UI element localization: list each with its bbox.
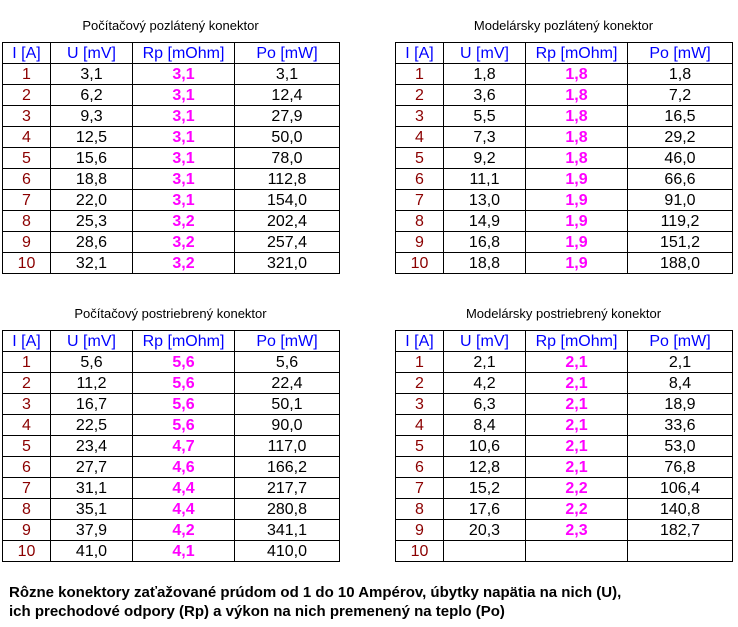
voltage-cell: 18,8 (444, 253, 526, 274)
voltage-cell: 41,0 (51, 541, 133, 562)
resistance-cell: 3,1 (133, 64, 235, 85)
current-cell: 6 (3, 169, 51, 190)
voltage-cell: 17,6 (444, 499, 526, 520)
resistance-cell: 3,2 (133, 253, 235, 274)
column-header: I [A] (396, 43, 444, 64)
resistance-cell: 3,2 (133, 232, 235, 253)
voltage-cell: 9,3 (51, 106, 133, 127)
voltage-cell: 16,7 (51, 394, 133, 415)
table-row (3, 373, 340, 394)
current-cell: 3 (396, 394, 444, 415)
power-cell: 154,0 (235, 190, 340, 211)
power-cell: 217,7 (235, 478, 340, 499)
power-cell: 257,4 (235, 232, 340, 253)
power-cell: 50,0 (235, 127, 340, 148)
voltage-cell: 15,2 (444, 478, 526, 499)
current-cell: 10 (396, 253, 444, 274)
current-cell: 2 (396, 373, 444, 394)
power-cell: 106,4 (628, 478, 733, 499)
power-cell: 7,2 (628, 85, 733, 106)
resistance-cell: 3,1 (133, 148, 235, 169)
resistance-cell: 4,6 (133, 457, 235, 478)
resistance-cell: 1,8 (526, 64, 628, 85)
current-cell: 4 (3, 127, 51, 148)
table-row (396, 190, 733, 211)
voltage-cell: 22,5 (51, 415, 133, 436)
resistance-cell: 4,1 (133, 541, 235, 562)
current-cell: 3 (396, 106, 444, 127)
current-cell: 1 (396, 352, 444, 373)
voltage-cell: 1,8 (444, 64, 526, 85)
table-row (3, 415, 340, 436)
power-cell: 91,0 (628, 190, 733, 211)
data-table (2, 330, 340, 562)
table-block-pc-silver (2, 298, 339, 562)
resistance-cell: 1,9 (526, 232, 628, 253)
power-cell: 341,1 (235, 520, 340, 541)
column-header: U [mV] (51, 43, 133, 64)
footer-caption (9, 583, 734, 621)
voltage-cell: 11,2 (51, 373, 133, 394)
resistance-cell: 5,6 (133, 373, 235, 394)
power-cell: 50,1 (235, 394, 340, 415)
current-cell: 5 (3, 148, 51, 169)
column-header: Po [mW] (235, 331, 340, 352)
current-cell: 4 (396, 415, 444, 436)
voltage-cell: 32,1 (51, 253, 133, 274)
power-cell: 46,0 (628, 148, 733, 169)
table-row (3, 436, 340, 457)
current-cell: 2 (3, 373, 51, 394)
column-header: U [mV] (444, 331, 526, 352)
power-cell: 53,0 (628, 436, 733, 457)
table-title: Modelársky pozlátený konektor (473, 18, 654, 33)
resistance-cell: 2,3 (526, 520, 628, 541)
voltage-cell: 2,1 (444, 352, 526, 373)
current-cell: 9 (396, 520, 444, 541)
voltage-cell: 31,1 (51, 478, 133, 499)
voltage-cell: 12,8 (444, 457, 526, 478)
resistance-cell: 1,9 (526, 169, 628, 190)
table-row (396, 394, 733, 415)
voltage-cell: 9,2 (444, 148, 526, 169)
current-cell: 10 (3, 253, 51, 274)
column-header: Rp [mOhm] (526, 43, 628, 64)
current-cell: 7 (396, 190, 444, 211)
table-block-model-gold (395, 10, 732, 274)
table-block-model-silver (395, 298, 732, 562)
voltage-cell: 37,9 (51, 520, 133, 541)
resistance-cell: 2,1 (526, 436, 628, 457)
table-row (3, 394, 340, 415)
table-row (396, 478, 733, 499)
column-header: I [A] (396, 331, 444, 352)
table-row (396, 499, 733, 520)
voltage-cell: 35,1 (51, 499, 133, 520)
power-cell: 16,5 (628, 106, 733, 127)
voltage-cell: 8,4 (444, 415, 526, 436)
power-cell: 66,6 (628, 169, 733, 190)
table-row (3, 520, 340, 541)
data-table (395, 330, 733, 562)
resistance-cell: 4,4 (133, 478, 235, 499)
table-row (3, 232, 340, 253)
current-cell: 10 (3, 541, 51, 562)
table-row (396, 85, 733, 106)
resistance-cell: 5,6 (133, 394, 235, 415)
current-cell: 8 (3, 499, 51, 520)
column-header: Po [mW] (235, 43, 340, 64)
current-cell: 7 (3, 190, 51, 211)
power-cell: 112,8 (235, 169, 340, 190)
current-cell: 4 (3, 415, 51, 436)
voltage-cell: 12,5 (51, 127, 133, 148)
table-row (3, 352, 340, 373)
voltage-cell: 22,0 (51, 190, 133, 211)
current-cell: 8 (396, 211, 444, 232)
current-cell: 8 (396, 499, 444, 520)
resistance-cell: 1,9 (526, 211, 628, 232)
table-row (396, 541, 733, 562)
power-cell: 280,8 (235, 499, 340, 520)
resistance-cell: 4,7 (133, 436, 235, 457)
table-row (3, 457, 340, 478)
table-row (396, 211, 733, 232)
resistance-cell: 1,8 (526, 127, 628, 148)
power-cell: 3,1 (235, 64, 340, 85)
power-cell: 151,2 (628, 232, 733, 253)
voltage-cell: 10,6 (444, 436, 526, 457)
table-row (3, 499, 340, 520)
power-cell: 27,9 (235, 106, 340, 127)
column-header: Rp [mOhm] (526, 331, 628, 352)
voltage-cell: 14,9 (444, 211, 526, 232)
current-cell: 10 (396, 541, 444, 562)
table-row (396, 436, 733, 457)
table-row (396, 520, 733, 541)
table-row (396, 415, 733, 436)
current-cell: 1 (3, 64, 51, 85)
power-cell: 22,4 (235, 373, 340, 394)
resistance-cell: 2,1 (526, 352, 628, 373)
table-row (3, 541, 340, 562)
column-header: Rp [mOhm] (133, 331, 235, 352)
power-cell: 90,0 (235, 415, 340, 436)
column-header: U [mV] (51, 331, 133, 352)
power-cell: 188,0 (628, 253, 733, 274)
current-cell: 3 (3, 106, 51, 127)
current-cell: 5 (396, 436, 444, 457)
table-row (396, 373, 733, 394)
resistance-cell: 1,9 (526, 190, 628, 211)
power-cell (628, 541, 733, 562)
table-row (3, 478, 340, 499)
table-block-pc-gold (2, 10, 339, 274)
resistance-cell: 1,8 (526, 148, 628, 169)
power-cell: 29,2 (628, 127, 733, 148)
column-header: I [A] (3, 43, 51, 64)
table-row (396, 148, 733, 169)
resistance-cell: 2,1 (526, 373, 628, 394)
resistance-cell: 2,1 (526, 457, 628, 478)
table-row (3, 211, 340, 232)
column-header: Po [mW] (628, 331, 733, 352)
power-cell: 119,2 (628, 211, 733, 232)
voltage-cell: 28,6 (51, 232, 133, 253)
table-row (396, 64, 733, 85)
power-cell: 2,1 (628, 352, 733, 373)
resistance-cell: 1,8 (526, 106, 628, 127)
table-row (3, 64, 340, 85)
column-header: U [mV] (444, 43, 526, 64)
voltage-cell: 25,3 (51, 211, 133, 232)
data-table (2, 42, 340, 274)
power-cell: 410,0 (235, 541, 340, 562)
power-cell: 321,0 (235, 253, 340, 274)
footer-line: ich prechodové odpory (Rp) a výkon na nich premenený na teplo (Po) (9, 603, 505, 620)
resistance-cell: 3,1 (133, 106, 235, 127)
current-cell: 1 (3, 352, 51, 373)
resistance-cell: 3,1 (133, 127, 235, 148)
current-cell: 3 (3, 394, 51, 415)
table-title: Počítačový postriebrený konektor (74, 306, 267, 321)
resistance-cell: 5,6 (133, 352, 235, 373)
power-cell: 166,2 (235, 457, 340, 478)
column-header: Po [mW] (628, 43, 733, 64)
power-cell: 8,4 (628, 373, 733, 394)
resistance-cell: 3,1 (133, 190, 235, 211)
resistance-cell: 2,1 (526, 415, 628, 436)
voltage-cell: 20,3 (444, 520, 526, 541)
voltage-cell: 6,2 (51, 85, 133, 106)
current-cell: 8 (3, 211, 51, 232)
table-row (3, 148, 340, 169)
voltage-cell: 18,8 (51, 169, 133, 190)
column-header: Rp [mOhm] (133, 43, 235, 64)
resistance-cell: 1,8 (526, 85, 628, 106)
resistance-cell: 3,1 (133, 85, 235, 106)
current-cell: 6 (396, 169, 444, 190)
table-row (3, 106, 340, 127)
power-cell: 202,4 (235, 211, 340, 232)
current-cell: 9 (396, 232, 444, 253)
table-row (3, 127, 340, 148)
current-cell: 9 (3, 520, 51, 541)
table-row (396, 169, 733, 190)
voltage-cell: 13,0 (444, 190, 526, 211)
current-cell: 5 (3, 436, 51, 457)
resistance-cell: 4,2 (133, 520, 235, 541)
header-row (396, 43, 733, 64)
table-title: Modelársky postriebrený konektor (465, 306, 662, 321)
power-cell: 5,6 (235, 352, 340, 373)
voltage-cell: 3,6 (444, 85, 526, 106)
header-row (3, 43, 340, 64)
current-cell: 6 (3, 457, 51, 478)
power-cell: 140,8 (628, 499, 733, 520)
power-cell: 33,6 (628, 415, 733, 436)
current-cell: 2 (3, 85, 51, 106)
current-cell: 1 (396, 64, 444, 85)
voltage-cell: 3,1 (51, 64, 133, 85)
power-cell: 78,0 (235, 148, 340, 169)
footer-line: Rôzne konektory zaťažované prúdom od 1 do 10 Ampérov, úbytky napätia na nich (U), (9, 584, 622, 601)
header-row (3, 331, 340, 352)
table-row (3, 169, 340, 190)
table-row (396, 253, 733, 274)
table-row (396, 352, 733, 373)
voltage-cell: 11,1 (444, 169, 526, 190)
voltage-cell: 27,7 (51, 457, 133, 478)
table-row (396, 106, 733, 127)
current-cell: 5 (396, 148, 444, 169)
header-row (396, 331, 733, 352)
resistance-cell: 2,2 (526, 499, 628, 520)
voltage-cell: 4,2 (444, 373, 526, 394)
voltage-cell: 15,6 (51, 148, 133, 169)
power-cell: 76,8 (628, 457, 733, 478)
table-title: Počítačový pozlátený konektor (82, 18, 259, 33)
column-header: I [A] (3, 331, 51, 352)
resistance-cell: 5,6 (133, 415, 235, 436)
voltage-cell: 5,5 (444, 106, 526, 127)
current-cell: 6 (396, 457, 444, 478)
resistance-cell: 2,1 (526, 394, 628, 415)
power-cell: 1,8 (628, 64, 733, 85)
table-row (3, 253, 340, 274)
table-row (3, 190, 340, 211)
data-table (395, 42, 733, 274)
power-cell: 12,4 (235, 85, 340, 106)
resistance-cell: 3,2 (133, 211, 235, 232)
resistance-cell: 4,4 (133, 499, 235, 520)
power-cell: 117,0 (235, 436, 340, 457)
table-row (396, 232, 733, 253)
current-cell: 7 (3, 478, 51, 499)
resistance-cell: 3,1 (133, 169, 235, 190)
voltage-cell: 7,3 (444, 127, 526, 148)
current-cell: 4 (396, 127, 444, 148)
current-cell: 7 (396, 478, 444, 499)
table-row (396, 457, 733, 478)
voltage-cell: 6,3 (444, 394, 526, 415)
resistance-cell (526, 541, 628, 562)
table-row (3, 85, 340, 106)
voltage-cell: 23,4 (51, 436, 133, 457)
voltage-cell: 5,6 (51, 352, 133, 373)
resistance-cell: 1,9 (526, 253, 628, 274)
current-cell: 9 (3, 232, 51, 253)
power-cell: 182,7 (628, 520, 733, 541)
power-cell: 18,9 (628, 394, 733, 415)
current-cell: 2 (396, 85, 444, 106)
voltage-cell (444, 541, 526, 562)
table-row (396, 127, 733, 148)
voltage-cell: 16,8 (444, 232, 526, 253)
resistance-cell: 2,2 (526, 478, 628, 499)
